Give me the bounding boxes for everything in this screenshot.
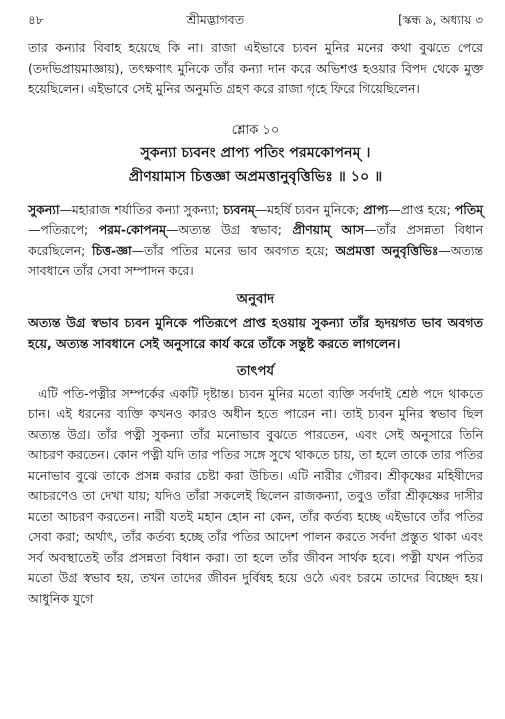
- verse-line-2: প্রীণয়ামাস চিত্তজ্ঞা অপ্রমত্তানুবৃত্তিভিঃ ॥ ১০ ॥: [128, 168, 383, 185]
- synonym-meaning: তাঁর পতির মনের ভাব অবগত হয়ে;: [144, 242, 329, 258]
- intro-paragraph: তার কন্যার বিবাহ হয়েছে কি না। রাজা এইভাবে চ্যবন মুনির মনের কথা বুঝতে পেরে (তদভিপ্রায়মাজ্ঞায়), তৎক্ষণাৎ মুনিকে তাঁর কন্যা দান করে অভিশপ্ত হওয়ার বিপদ থেকে মুক্ত হয়েছিলেন। এইভাবে সেই মুনির অনুমতি গ্রহণ করে রাজা গৃহে ফিরে গিয়েছিলেন।: [28, 40, 483, 96]
- chapter-reference: [স্কন্ধ ৯, অধ্যায় ৩: [398, 13, 483, 27]
- synonym-term: অপ্রমত্তা অনুবৃত্তিভিঃ: [335, 242, 439, 258]
- purport-text: এটি পতি-পত্নীর সম্পর্কের একটি দৃষ্টান্ত। চ্যবন মুনির মতো ব্যক্তি সর্বদাই শ্রেষ্ঠ পদে থাকতে চান। এই ধরনের ব্যক্তি কখনও কারও অধীন হতে পারেন না। তাই চ্যবন মুনির স্বভাব ছিল অত্যন্ত উগ্র। তাঁর পত্নী সুকন্যা তাঁর মনোভাব বুঝতে পারতেন, এবং সেই অনুসারে তিনি আচরণ করতেন। কোন পত্নী যদি তার পতির সঙ্গে সুখে থাকতে চায়, তা হলে তাকে তার পতির মনোভাব বুঝে তাকে প্রসন্ন করার চেষ্টা করা উচিত। এটি নারীর গৌরব। শ্রীকৃষ্ণের মহিষীদের আচরণেও তা দেখা যায়; যদিও তাঁরা সকলেই ছিলেন রাজকন্যা, তবুও তাঁরা শ্রীকৃষ্ণের দাসীর মতো আচরণ করতেন। নারী যতই মহান হোন না কেন, তাঁর কর্তব্য হচ্ছে এইভাবে তাঁর পতির সেবা করা; অর্থাৎ, তাঁর কর্তব্য হচ্ছে তাঁর পতির আদেশ পালন করতে সর্বদা প্রস্তুত থাকা এবং সর্ব অবস্থাতেই তাঁর প্রসন্নতা বিধান করা। তা হলে তাঁর জীবন সার্থক হবে। পত্নী যখন পতির মতো উগ্র স্বভাব হয়, তখন তাদের জীবন দুর্বিষহ হয়ে ওঠে এবং চরমে তাদের বিচ্ছেদ হয়। আধুনিক যুগে: [28, 385, 483, 606]
- synonym-term: পরম-কোপনম্: [98, 222, 166, 237]
- synonym-term: চ্যবনম্: [223, 201, 255, 217]
- verse-line-1: সুকন্যা চ্যবনং প্রাপ্য পতিং পরমকোপনম্ ।: [140, 144, 371, 161]
- verse-heading: শ্লোক ১০: [231, 122, 280, 138]
- synonym-meaning: পতিরূপে;: [40, 222, 89, 237]
- synonym-meaning: তাঁর প্রসন্নতা বিধান করেছিলেন;: [28, 222, 483, 258]
- synonym-meaning: প্রাপ্ত হয়ে;: [400, 201, 451, 217]
- synonym-term: চিত্ত-জ্ঞা: [91, 242, 132, 258]
- book-title: শ্রীমদ্ভাগবত: [186, 12, 245, 27]
- synonym-meaning: মহর্ষি চ্যবন মুনিকে;: [267, 201, 360, 217]
- translation-text: অত্যন্ত উগ্র স্বভাব চ্যবন মুনিকে পতিরূপে প্রাপ্ত হওয়ায় সুকন্যা তাঁর হৃদয়গত ভাব অবগত হয়ে, অত্যন্ত সাবধানে সেই অনুসারে কার্য করে তাঁকে সন্তুষ্ট করতে লাগলেন।: [28, 314, 483, 351]
- purport-heading: তাৎপর্য: [236, 363, 275, 379]
- synonym-meaning: অত্যন্ত সাবধানে তাঁর সেবা সম্পাদন করে।: [28, 242, 483, 278]
- synonym-meaning: মহারাজ শর্যাতির কন্যা সুকন্যা;: [71, 201, 220, 217]
- synonym-meaning: অত্যন্ত উগ্র স্বভাব;: [178, 222, 282, 237]
- translation-heading: অনুবাদ: [236, 291, 275, 307]
- page-header: [28, 12, 483, 30]
- word-meanings: সুকন্যা—মহারাজ শর্যাতির কন্যা সুকন্যা; চ্যবনম্—মহর্ষি চ্যবন মুনিকে; প্রাপ্য—প্রাপ্ত হয়ে; পতিম্—পতিরূপে; পরম-কোপনম্—অত্যন্ত উগ্র স্বভাব; প্রীণয়াম্ আস—তাঁর প্রসন্নতা বিধান করেছিলেন; চিত্ত-জ্ঞা—তাঁর পতির মনের ভাব অবগত হয়ে; অপ্রমত্তা অনুবৃত্তিভিঃ—অত্যন্ত সাবধানে তাঁর সেবা সম্পাদন করে।: [28, 201, 483, 278]
- synonym-term: পতিম্: [454, 201, 483, 217]
- synonym-term: সুকন্যা: [28, 201, 60, 217]
- page-number: ৪৮: [28, 13, 44, 27]
- synonym-term: প্রাপ্য: [363, 201, 389, 217]
- synonym-term: প্রীণয়াম্ আস: [292, 222, 365, 237]
